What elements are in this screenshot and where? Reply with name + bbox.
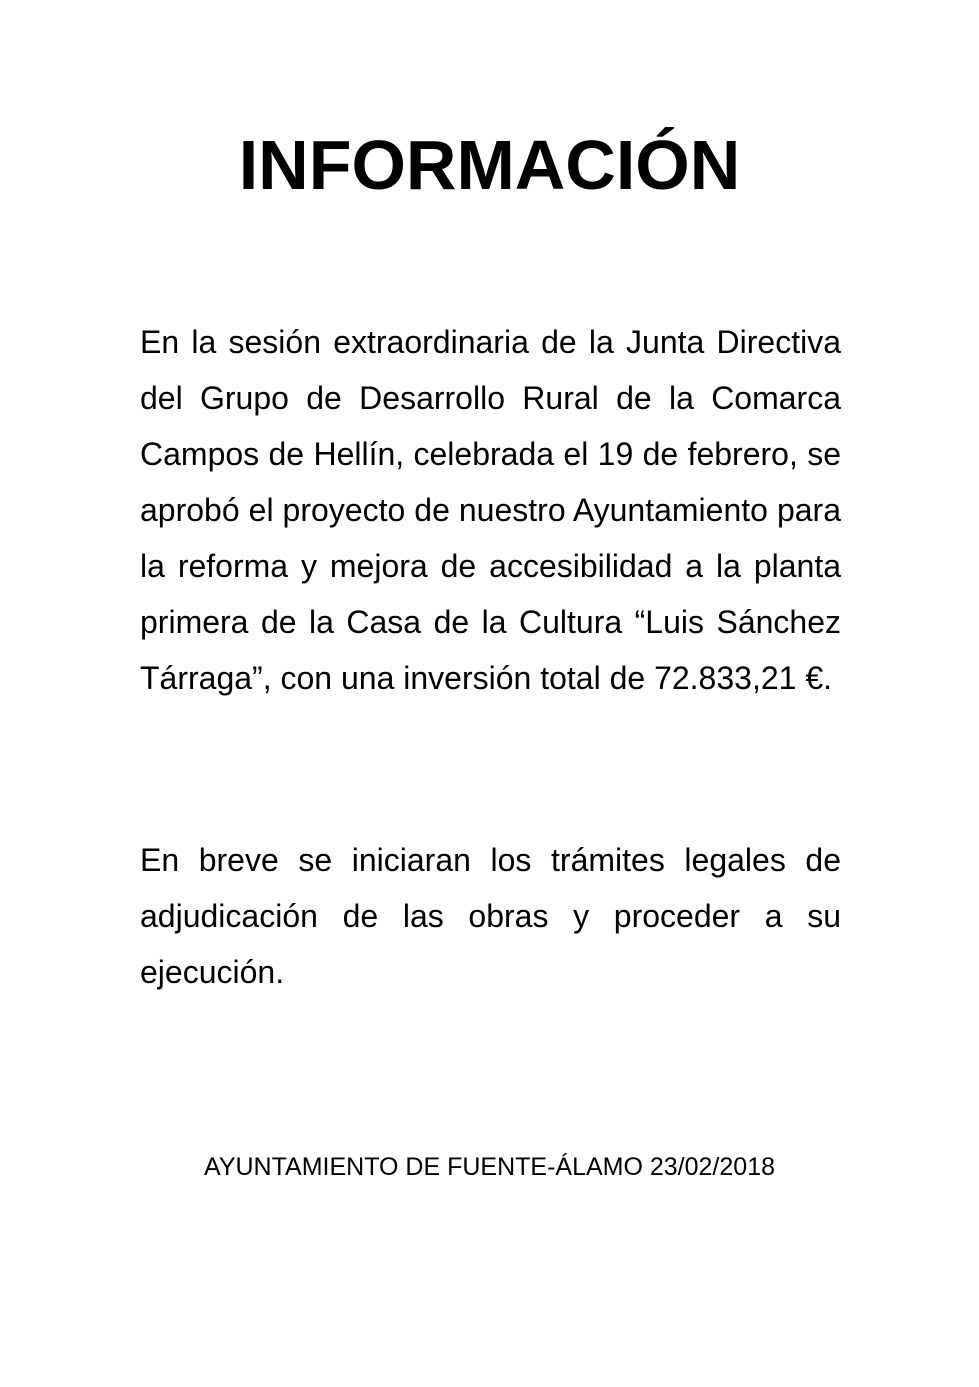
paragraph-next-steps: En breve se iniciaran los trámites legales de adjudicación de las obras y proceder a su ejecución. [140, 842, 841, 990]
paragraph-announcement: En la sesión extraordinaria de la Junta Directiva del Grupo de Desarrollo Rural de la Comarca Campos de Hellín, celebrada el 19 de febrero, se aprobó el proyecto de nuestro Ayuntamiento para la reforma y mejora de accesibilidad a la planta primera de la Casa de la Cultura “Luis Sánchez Tárraga”, con una inversión total de 72.833,21 €. [140, 324, 841, 696]
document-footer: AYUNTAMIENTO DE FUENTE-ÁLAMO 23/02/2018 [204, 1153, 775, 1181]
document-title: INFORMACIÓN [238, 126, 741, 204]
